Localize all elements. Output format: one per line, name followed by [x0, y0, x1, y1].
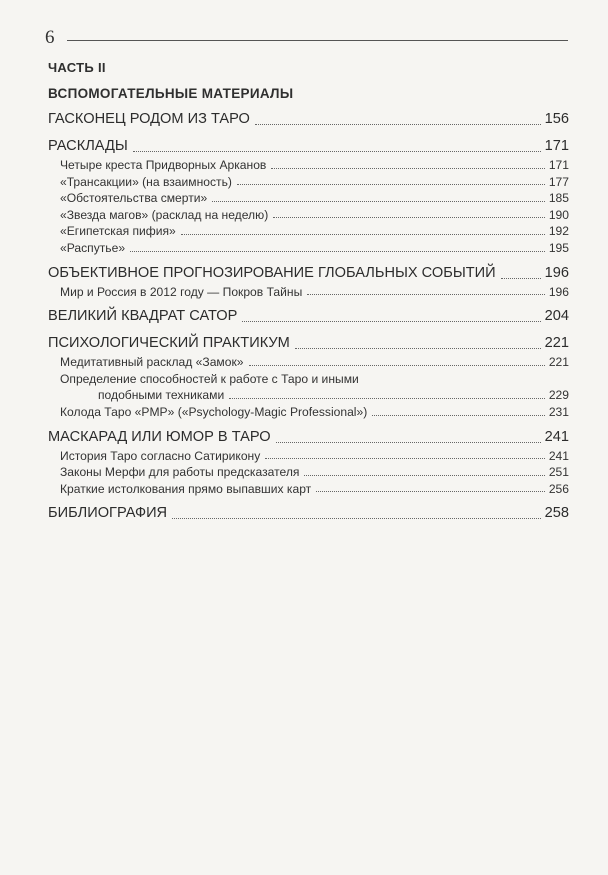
toc-entry-title: ОБЪЕКТИВНОЕ ПРОГНОЗИРОВАНИЕ ГЛОБАЛЬНЫХ СОБЫТИЙ: [48, 264, 496, 281]
toc-entry-title: «Египетская пифия»: [60, 224, 176, 239]
toc-entry-sub[interactable]: [48, 448, 569, 465]
toc-section: [48, 135, 569, 257]
toc-entry-title: «Трансакции» (на взаимность): [60, 174, 232, 189]
dot-leader: [130, 251, 545, 252]
header-rule: [67, 40, 568, 41]
toc-section: [48, 502, 569, 524]
toc-page-number: 241: [544, 428, 569, 445]
toc-page-number: 185: [548, 191, 569, 206]
toc-entry-sub[interactable]: [48, 174, 569, 191]
section-title: ВСПОМОГАТЕЛЬНЫЕ МАТЕРИАЛЫ: [48, 86, 294, 101]
toc-entry-title: БИБЛИОГРАФИЯ: [48, 505, 168, 522]
toc-entry-title: ПСИХОЛОГИЧЕСКИЙ ПРАКТИКУМ: [48, 335, 290, 352]
dot-leader: [181, 234, 545, 235]
toc-page-number: 196: [544, 264, 569, 281]
toc-entry-main[interactable]: [48, 426, 569, 448]
toc-entry-main[interactable]: [48, 262, 569, 284]
toc-entry-main[interactable]: [48, 332, 569, 354]
toc-entry-title: ВЕЛИКИЙ КВАДРАТ САТОР: [48, 308, 238, 325]
dot-leader: [501, 278, 541, 279]
toc-page-number: 231: [548, 404, 569, 419]
toc-entry-title: МАСКАРАД ИЛИ ЮМОР В ТАРО: [48, 428, 271, 445]
toc-page-number: 196: [548, 284, 569, 299]
toc-page-number: 229: [548, 388, 569, 403]
toc-page-number: 258: [544, 505, 569, 522]
toc-entry-sub[interactable]: [48, 240, 569, 257]
toc-entry-title: История Таро согласно Сатирикону: [60, 448, 261, 463]
toc-page-number: 195: [548, 240, 569, 255]
toc-section: [48, 262, 569, 301]
toc-entry-title: Определение способностей к работе с Таро и иными: [60, 371, 359, 386]
toc-page-number: 241: [548, 448, 569, 463]
toc-entry-main[interactable]: [48, 502, 569, 524]
toc-entry-sub[interactable]: [48, 284, 569, 301]
dot-leader: [295, 348, 541, 349]
toc-entry-title: «Распутье»: [60, 240, 126, 255]
toc-entry-title: «Обстоятельства смерти»: [60, 191, 208, 206]
toc-entry-title: Медитативный расклад «Замок»: [60, 355, 244, 370]
toc-entry-sub[interactable]: [48, 481, 569, 498]
dot-leader: [316, 491, 545, 492]
dot-leader: [242, 321, 540, 322]
toc-page-number: 156: [544, 111, 569, 127]
toc-page-number: 221: [548, 355, 569, 370]
dot-leader: [265, 458, 545, 459]
toc-page-number: 251: [548, 465, 569, 480]
toc-page-number: 204: [544, 308, 569, 325]
toc-entry-sub[interactable]: [48, 404, 569, 421]
toc-entry-main[interactable]: [48, 305, 569, 327]
toc-section: [48, 305, 569, 327]
toc-entry-sub[interactable]: [48, 464, 569, 481]
toc-page-number: 171: [544, 138, 569, 154]
toc-entry-continuation: [60, 387, 569, 404]
toc-entry-sub[interactable]: [48, 190, 569, 207]
toc-page-number: 171: [548, 158, 569, 172]
dot-leader: [273, 217, 545, 218]
dot-leader: [304, 475, 544, 476]
dot-leader: [237, 184, 545, 185]
dot-leader: [255, 124, 541, 125]
toc-entry-sub[interactable]: [48, 157, 569, 174]
toc-entry-title: РАСКЛАДЫ: [48, 138, 128, 154]
toc-entry-title: Колода Таро «PMP» («Psychology-Magic Professional»): [60, 404, 368, 419]
toc-entry-sub[interactable]: [48, 354, 569, 371]
dot-leader: [249, 365, 545, 366]
toc-entry-sub[interactable]: [48, 371, 569, 404]
toc-page-number: 177: [548, 174, 569, 189]
dot-leader: [372, 415, 545, 416]
dot-leader: [133, 151, 541, 152]
toc-page-number: 221: [544, 335, 569, 352]
dot-leader: [271, 168, 544, 169]
part-label: ЧАСТЬ II: [48, 60, 106, 75]
toc-entry-title: Четыре креста Придворных Арканов: [60, 158, 267, 172]
toc-page-number: 192: [548, 224, 569, 239]
toc-entry-title-cont: подобными техниками: [98, 388, 225, 403]
toc-entry-sub[interactable]: [48, 207, 569, 224]
toc-entry-sub[interactable]: [48, 223, 569, 240]
toc-entry-main[interactable]: [48, 108, 569, 130]
toc-page-number: 190: [548, 207, 569, 222]
toc-entry-title: ГАСКОНЕЦ РОДОМ ИЗ ТАРО: [48, 111, 250, 127]
dot-leader: [212, 201, 545, 202]
dot-leader: [307, 294, 545, 295]
toc-section: [48, 332, 569, 420]
table-of-contents: [48, 108, 569, 529]
toc-section: [48, 426, 569, 498]
dot-leader: [276, 442, 541, 443]
dot-leader: [229, 398, 545, 399]
toc-section: [48, 108, 569, 130]
page-number: 6: [45, 27, 55, 48]
toc-entry-title: Краткие истолкования прямо выпавших карт: [60, 481, 312, 496]
toc-entry-title: Законы Мерфи для работы предсказателя: [60, 465, 300, 480]
toc-entry-title: «Звезда магов» (расклад на неделю): [60, 207, 269, 222]
toc-entry-title: Мир и Россия в 2012 году — Покров Тайны: [60, 284, 303, 299]
dot-leader: [172, 518, 541, 519]
toc-entry-main[interactable]: [48, 135, 569, 157]
toc-page-number: 256: [548, 481, 569, 496]
